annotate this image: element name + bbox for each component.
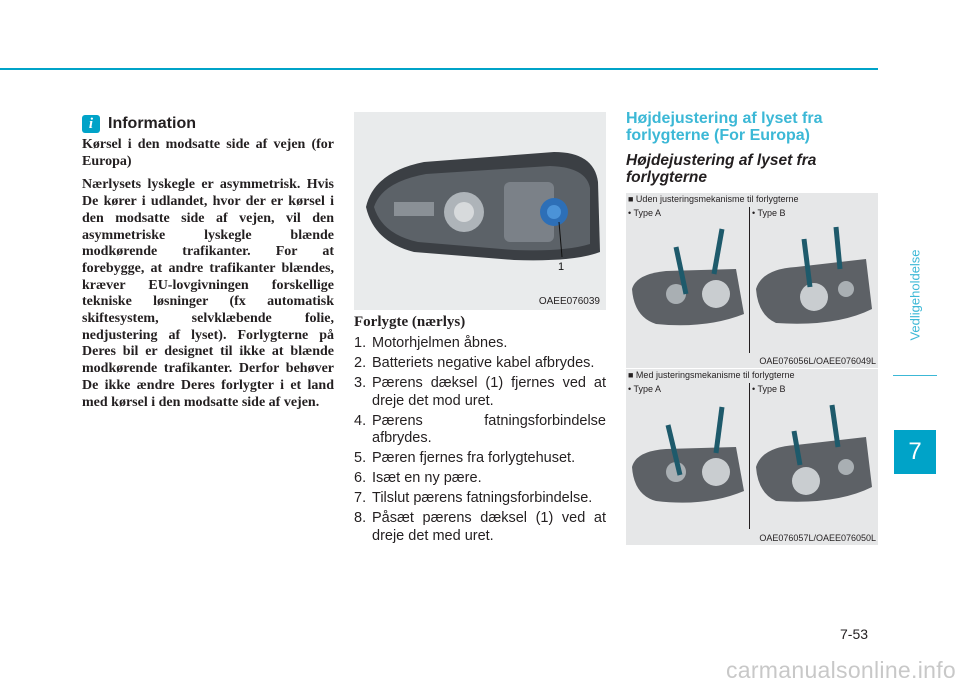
adjust-illustration [626, 395, 878, 525]
figure-header: ■ Uden justeringsmekanisme til forlygterne [628, 194, 799, 204]
info-body [82, 137, 334, 418]
step-item: 2. Batteriets negative kabel afbrydes. [354, 355, 595, 371]
adjust-title: Højdejustering af lyset fra forlygterne (For Europa) [626, 110, 823, 144]
chapter-badge: 7 [894, 430, 936, 474]
step-item: 7. Tilslut pærens fatningsforbindelse. [354, 490, 593, 506]
figure-code: OAE076056L/OAEE076049L [759, 356, 876, 366]
section-tab [894, 225, 936, 365]
page-number: 7-53 [840, 626, 869, 642]
headlamp-title: Forlygte (nærlys) [354, 314, 466, 330]
step-item: 3. Pærens dæksel (1) fjernes ved at dreje det mod uret. [354, 375, 606, 409]
info-icon: i [82, 115, 100, 133]
headlamp-photo [354, 112, 606, 310]
info-paragraph: Nærlysets lyskegle er asymmetrisk. Hvis De kører i udlandet, hvor der er kørsel i den modsatte side af vejen, vil den asymmetriske lyskegle blænde modkørende trafikanter. For at forebygge, at andre trafikanter blændes, kræver EU-lovgivningen forskellige tekniske løsninger (fx automatisk skiftesystem, selvklæbende folie, nedjustering af lyset). Forlygterne på Deres bil er designet til ikke at blænde modkørende trafikanter. Derfor behøver De ikke ændre Deres forlygter i et land med kørsel i den modsatte side af vejen. [82, 177, 334, 410]
type-a-label: • Type A [628, 208, 662, 218]
watermark: carmanualsonline.info [725, 657, 956, 683]
adjust-subtitle: Højdejustering af lyset fra forlygterne [626, 152, 817, 186]
step-item: 1. Motorhjelmen åbnes. [354, 335, 508, 351]
tab-rule [893, 375, 937, 376]
step-item: 8. Påsæt pærens dæksel (1) ved at dreje det med uret. [354, 510, 606, 544]
type-b-label: • Type B [752, 208, 786, 218]
photo-code: OAEE076039 [538, 296, 600, 307]
info-paragraph: Kørsel i den modsatte side af vejen (for Europa) [82, 137, 334, 169]
info-heading [82, 115, 196, 133]
info-title: Information [108, 115, 196, 132]
section-label: Vedligeholdelse [907, 249, 923, 341]
adjust-illustration [626, 219, 878, 349]
type-a-label: • Type A [628, 384, 662, 394]
step-item: 5. Pæren fjernes fra forlygtehuset. [354, 450, 576, 466]
type-b-label: • Type B [752, 384, 786, 394]
step-item: 6. Isæt en ny pære. [354, 470, 482, 486]
figure-with-mechanism [626, 369, 878, 545]
figure-code: OAE076057L/OAEE076050L [759, 533, 876, 543]
headlamp-illustration [354, 112, 606, 310]
callout-number: 1 [558, 261, 565, 273]
figure-without-mechanism [626, 193, 878, 368]
steps-list [354, 335, 606, 548]
header-rule [0, 68, 878, 70]
step-item: 4. Pærens fatningsforbindelse afbrydes. [354, 412, 606, 446]
figure-header: ■ Med justeringsmekanisme til forlygterne [628, 370, 795, 380]
